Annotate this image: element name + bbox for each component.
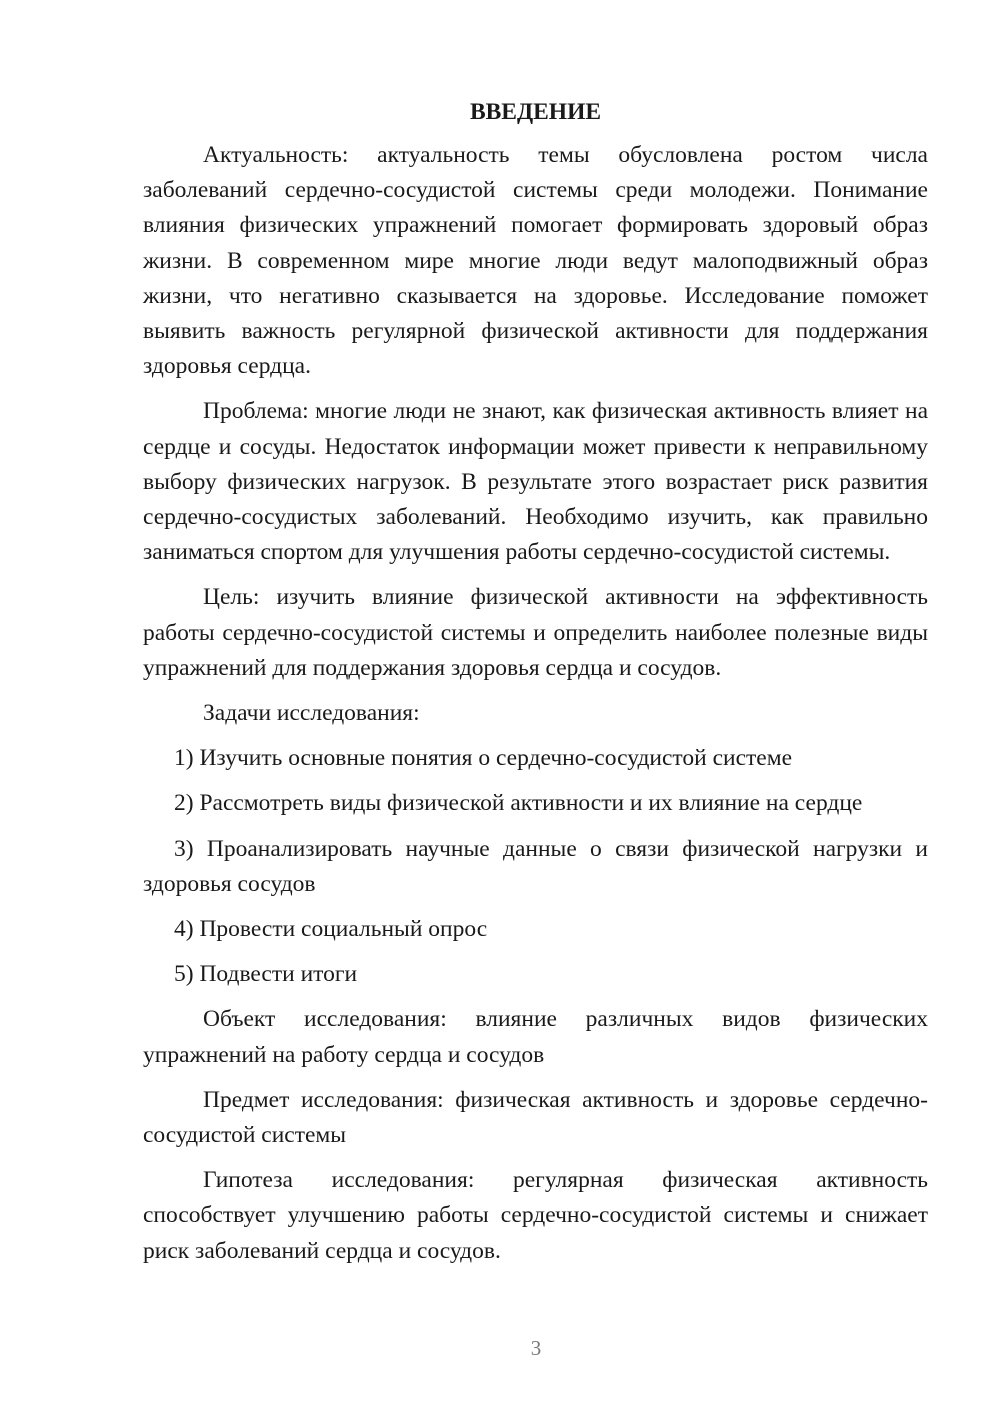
task-item-3: 3) Проанализировать научные данные о связи физической нагрузки и здоровья сосудов [143, 835, 928, 897]
goal-paragraph: Цель: изучить влияние физической активности на эффективность работы сердечно-сосудистой системы и определить наиболее полезные виды упражнений для поддержания здоровья сердца и сосудов. [143, 584, 928, 681]
page-content [143, 96, 928, 1269]
problem-paragraph: Проблема: многие люди не знают, как физическая активность влияет на сердце и сосуды. Недостаток информации может привести к неправильному выбору физических нагрузок. В результате этого возрастает риск развития сердечно-сосудистых заболеваний. Необходимо изучить, как правильно заниматься спортом для улучшения работы сердечно-сосудистой системы. [143, 398, 928, 566]
section-title: ВВЕДЕНИЕ [469, 99, 602, 125]
task-item-5: 5) Подвести итоги [174, 961, 358, 988]
subject-paragraph: Предмет исследования: физическая активность и здоровье сердечно-сосудистой системы [143, 1086, 928, 1149]
task-item-1: 1) Изучить основные понятия о сердечно-сосудистой системе [174, 745, 793, 772]
object-paragraph: Объект исследования: влияние различных видов физических упражнений на работу сердца и сосудов [143, 1006, 928, 1068]
tasks-heading: Задачи исследования: [203, 700, 420, 727]
relevance-paragraph: Актуальность: актуальность темы обусловлена ростом числа заболеваний сердечно-сосудистой системы среди молодежи. Понимание влияния физических упражнений помогает формировать здоровый образ жизни. В современном мире многие люди ведут малоподвижный образ жизни, что негативно сказывается на здоровье. Исследование поможет выявить важность регулярной физической активности для поддержания здоровья сердца. [143, 142, 928, 380]
page-number: 3 [530, 1336, 542, 1360]
task-item-2: 2) Рассмотреть виды физической активности и их влияние на сердце [174, 790, 863, 817]
hypothesis-paragraph: Гипотеза исследования: регулярная физическая активность способствует улучшению работы сердечно-сосудистой системы и снижает риск заболеваний сердца и сосудов. [143, 1167, 928, 1264]
task-item-4: 4) Провести социальный опрос [174, 916, 488, 943]
